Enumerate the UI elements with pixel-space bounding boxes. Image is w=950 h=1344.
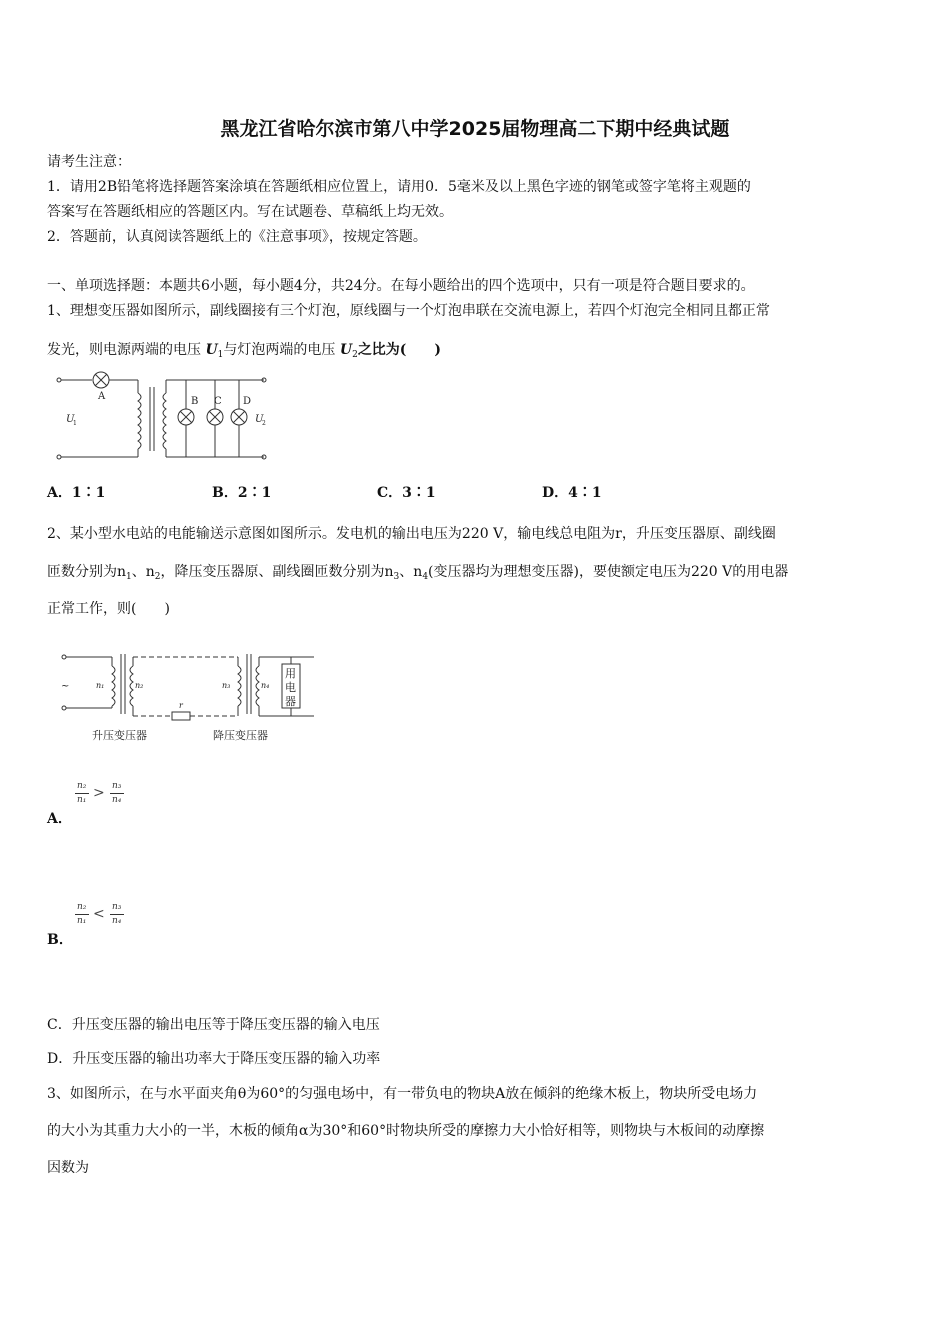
- load-char-3: 器: [285, 695, 296, 708]
- q2-option-b-label[interactable]: B．: [47, 932, 73, 948]
- optA-operator: >: [93, 785, 105, 801]
- optA-num2: n₃: [112, 781, 122, 791]
- q2-option-a-formula: [72, 781, 132, 813]
- q2-line1: 2、某小型水电站的电能输送示意图如图所示。发电机的输出电压为220 V，输电线总电阻为r，升压变压器原、副线圈: [47, 526, 776, 542]
- q2-sub-2: 2: [154, 572, 161, 582]
- optB-num1: n₂: [77, 902, 87, 912]
- q2-option-b-formula: [72, 902, 132, 934]
- q1-u2: U: [339, 342, 353, 358]
- q2-transmission-figure: [58, 648, 320, 728]
- notice-heading: 请考生注意：: [47, 154, 131, 170]
- q1-text-b: 与灯泡两端的电压: [223, 342, 340, 358]
- optA-bar1: [75, 793, 89, 794]
- q1-u2-sub: 2: [352, 350, 358, 360]
- q2-sub-3: 3: [393, 572, 400, 582]
- q1-option-a[interactable]: A．1∶1: [47, 485, 106, 501]
- q3-line2: 的大小为其重力大小的一半，木板的倾角α为30°和60°时物块所受的摩擦力大小恰好相等，则物块与木板间的动摩擦: [47, 1123, 765, 1139]
- load-char-1: 用: [285, 667, 296, 680]
- optB-den2: n₄: [112, 916, 122, 926]
- optB-num2: n₃: [112, 902, 122, 912]
- fig-u2-sub: 2: [262, 420, 266, 427]
- q1-option-b[interactable]: B．2∶1: [212, 485, 272, 501]
- r-label: r: [179, 701, 183, 710]
- q2-option-c[interactable]: [47, 1016, 380, 1034]
- q2-line2-a: 匝数分别为n: [47, 564, 127, 580]
- fig-u2-label: U: [255, 414, 264, 425]
- q1-circuit-figure: [52, 365, 277, 465]
- step-down-caption: 降压变压器: [213, 729, 268, 742]
- n3-label: n₃: [222, 681, 231, 690]
- q1-u1-sub: 1: [217, 350, 224, 360]
- optB-operator: <: [93, 906, 105, 922]
- q2-option-d[interactable]: [47, 1050, 380, 1068]
- lamp-a-label: A: [98, 391, 106, 402]
- notice-item2: 2．答题前，认真阅读答题纸上的《注意事项》，按规定答题。: [47, 229, 427, 245]
- ac-source-symbol: ~: [61, 681, 70, 692]
- optA-den2: n₄: [112, 795, 122, 805]
- fig-u1-sub: 1: [73, 420, 77, 427]
- n1-label: n₁: [96, 681, 105, 690]
- q1-option-d[interactable]: D．4∶1: [542, 485, 602, 501]
- optA-bar2: [110, 793, 124, 794]
- q1-u1: U: [205, 342, 218, 358]
- q2-sub-4: 4: [422, 572, 429, 582]
- q2-line2-c: ，降压变压器原、副线圈匝数分别为n: [160, 564, 394, 580]
- load-char-2: 电: [285, 681, 296, 694]
- step-up-caption: 升压变压器: [92, 729, 147, 742]
- q1-option-c[interactable]: C．3∶1: [377, 485, 436, 501]
- q1-line1: 1、理想变压器如图所示，副线圈接有三个灯泡，原线圈与一个灯泡串联在交流电源上，若四个灯泡完全相同且都正常: [47, 303, 770, 319]
- lamp-b-label: B: [191, 396, 199, 407]
- optA-num1: n₂: [77, 781, 87, 791]
- q1-text-a: 发光，则电源两端的电压: [47, 342, 206, 358]
- q2-option-d-text: D．升压变压器的输出功率大于降压变压器的输入功率: [47, 1051, 381, 1067]
- q2-line2-d: 、n: [399, 564, 423, 580]
- notice-item1-line2: 答案写在答题纸相应的答题区内。写在试题卷、草稿纸上均无效。: [47, 204, 453, 220]
- notice-item1-line1: 1．请用2B铅笔将选择题答案涂填在答题纸相应位置上，请用0．5毫米及以上黑色字迹的钢笔或签字笔将主观题的: [47, 179, 751, 195]
- q3-line1: 3、如图所示，在与水平面夹角θ为60°的匀强电场中，有一带负电的物块A放在倾斜的绝缘木板上，物块所受电场力: [47, 1086, 758, 1102]
- q3-line3: 因数为: [47, 1160, 89, 1176]
- optA-den1: n₁: [77, 795, 87, 805]
- optB-bar2: [110, 914, 124, 915]
- q1-line2: [47, 341, 441, 364]
- q2-line2: [47, 563, 788, 586]
- q2-option-c-text: C．升压变压器的输出电压等于降压变压器的输入电压: [47, 1017, 380, 1033]
- page-title: 黑龙江省哈尔滨市第八中学2025届物理高二下期中经典试题: [220, 118, 730, 140]
- q2-line2-e: (变压器均为理想变压器)，要使额定电压为220 V的用电器: [428, 564, 789, 580]
- q2-line2-b: 、n: [131, 564, 155, 580]
- lamp-c-label: C: [214, 396, 222, 407]
- n4-label: n₄: [261, 681, 270, 690]
- section-header: 一、单项选择题：本题共6小题，每小题4分，共24分。在每小题给出的四个选项中，只有一项是符合题目要求的。: [47, 278, 755, 294]
- q2-option-a-label[interactable]: A．: [47, 811, 72, 827]
- q2-line3: 正常工作，则( ): [47, 601, 170, 617]
- optB-den1: n₁: [77, 916, 87, 926]
- q2-sub-1: 1: [126, 572, 132, 582]
- lamp-d-label: D: [243, 396, 252, 407]
- fig-u1-label: U: [66, 414, 75, 425]
- n2-label: n₂: [135, 681, 144, 690]
- q1-text-c: 之比为( ): [357, 342, 442, 358]
- optB-bar1: [75, 914, 89, 915]
